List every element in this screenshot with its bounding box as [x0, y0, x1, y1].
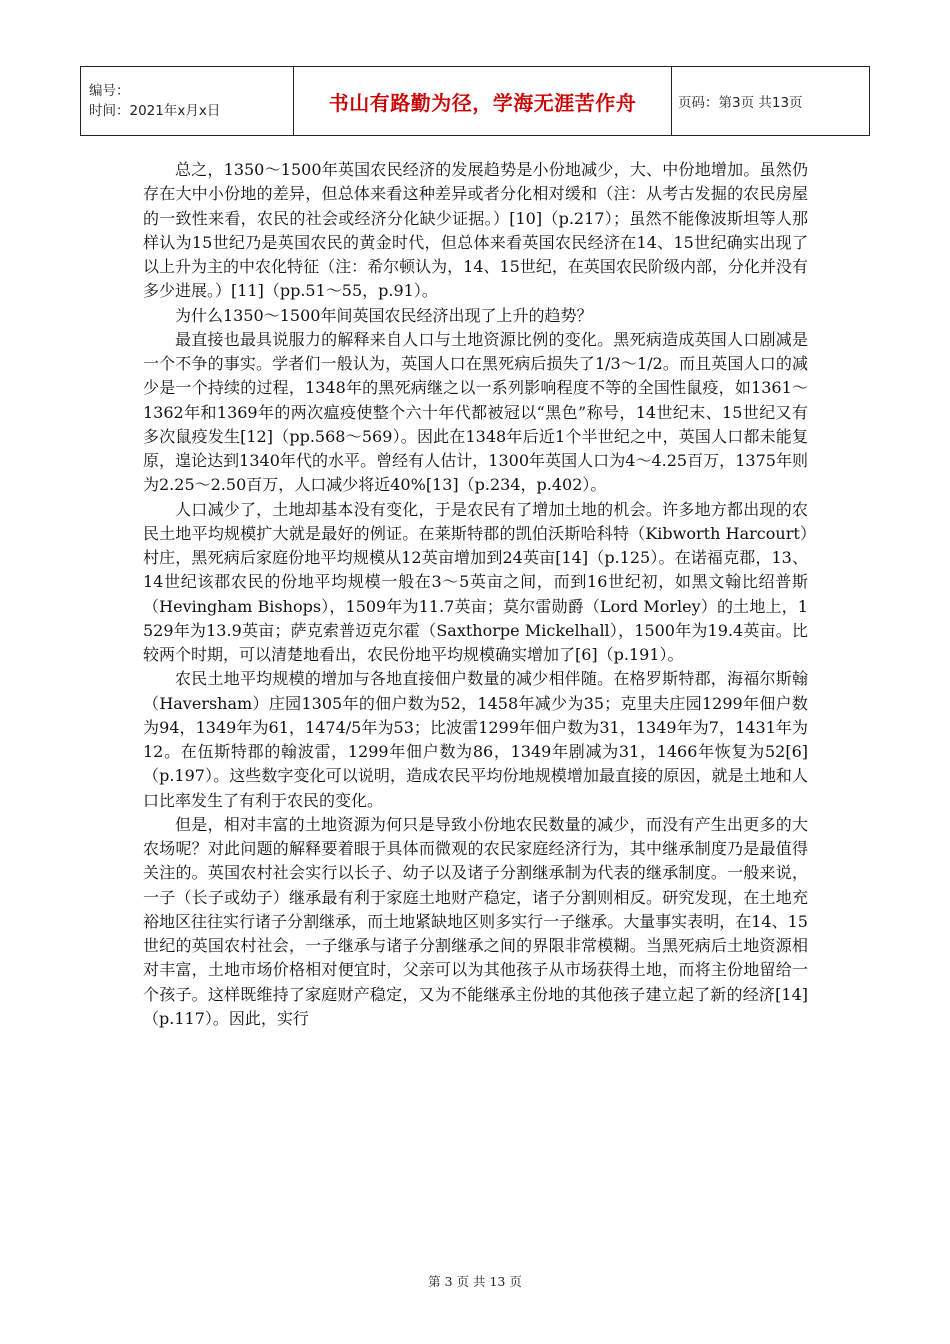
paragraph-5: 农民土地平均规模的增加与各地直接佃户数量的减少相伴随。在格罗斯特郡，海福尔斯翰（Haversham）庄园1305年的佃户数为52，1458年减少为35；克里夫庄园1299年佃户数为94，1349年为61，1474/5年为53；比波雷1299年佃户数为31，1349年为7，1431年为12。在伍斯特郡的翰波雷，1299年佃户数为86，1349年剧减为31，1466年恢复为52[6]（p.197）。这些数字变化可以说明，造成农民平均份地规模增加最直接的原因，就是土地和人口比率发生了有利于农民的变化。	[143, 669, 808, 810]
header-meta-cell	[81, 67, 294, 136]
paragraph-2: 为什么1350～1500年间英国农民经济出现了上升的趋势？	[175, 305, 593, 325]
document-date-label: 时间：2021年x月x日	[89, 103, 221, 119]
page-footer: 第 3 页 共 13 页	[428, 1274, 522, 1289]
paragraph-6: 但是，相对丰富的土地资源为何只是导致小份地农民数量的减少，而没有产生出更多的大农场呢？对此问题的解释要着眼于具体而微观的农民家庭经济行为，其中继承制度乃是最值得关注的。英国农村社会实行以长子、幼子以及诸子分割继承制为代表的继承制度。一般来说，一子（长子或幼子）继承最有利于家庭土地财产稳定，诸子分割则相反。研究发现，在土地充裕地区往往实行诸子分割继承，而土地紧缺地区则多实行一子继承。大量事实表明，在14、15世纪的英国农村社会，一子继承与诸子分割继承之间的界限非常模糊。当黑死病后土地资源相对丰富，土地市场价格相对便宜时，父亲可以为其他孩子从市场获得土地，而将主份地留给一个孩子。这样既维持了家庭财产稳定，又为不能继承主份地的其他孩子建立起了新的经济[14]（p.117）。因此，实行	[143, 814, 808, 1028]
document-header	[80, 66, 870, 136]
header-page-info: 页码：第3页 共13页	[672, 67, 870, 136]
paragraph-4: 人口减少了，土地却基本没有变化，于是农民有了增加土地的机会。许多地方都出现的农民土地平均规模扩大就是最好的例证。在莱斯特郡的凯伯沃斯哈科特（Kibworth Harcourt）村庄，黑死病后家庭份地平均规模从12英亩增加到24英亩[14]（p.125）。在诺福克郡，13、14世纪该郡农民的份地平均规模一般在3～5英亩之间，而到16世纪初，如黑文翰比绍普斯（Hevingham Bishops），1509年为11.7英亩；莫尔雷勋爵（Lord Morley）的土地上，1529年为13.9英亩；萨克索普迈克尔霍（Saxthorpe Mickelhall），1500年为19.4英亩。比较两个时期，可以清楚地看出，农民份地平均规模确实增加了[6]（p.191）。	[143, 499, 808, 664]
document-body	[143, 158, 808, 1031]
document-number-label: 编号：	[89, 83, 130, 99]
paragraph-3: 最直接也最具说服力的解释来自人口与土地资源比例的变化。黑死病造成英国人口剧减是一个不争的事实。学者们一般认为，英国人口在黑死病后损失了1/3～1/2。而且英国人口的减少是一个持续的过程，1348年的黑死病继之以一系列影响程度不等的全国性鼠疫，如1361～1362年和1369年的两次瘟疫使整个六十年代都被冠以“黑色”称号，14世纪末、15世纪又有多次鼠疫发生[12]（pp.568～569）。因此在1348年后近1个半世纪之中，英国人口都未能复原，遑论达到1340年代的水平。曾经有人估计，1300年英国人口为4～4.25百万，1375年则为2.25～2.50百万，人口减少将近40%[13]（p.234，p.402）。	[143, 329, 808, 495]
paragraph-1: 总之，1350～1500年英国农民经济的发展趋势是小份地减少，大、中份地增加。虽然仍存在大中小份地的差异，但总体来看这种差异或者分化相对缓和（注：从考古发掘的农民房屋的一致性来看，农民的社会或经济分化缺少证据。）[10]（p.217）；虽然不能像波斯坦等人那样认为15世纪乃是英国农民的黄金时代，但总体来看英国农民经济在14、15世纪确实出现了以上升为主的中农化特征（注：希尔顿认为，14、15世纪，在英国农民阶级内部，分化并没有多少进展。）[11]（pp.51～55，p.91）。	[143, 160, 808, 301]
header-motto: 书山有路勤为径，学海无涯苦作舟	[294, 67, 672, 136]
